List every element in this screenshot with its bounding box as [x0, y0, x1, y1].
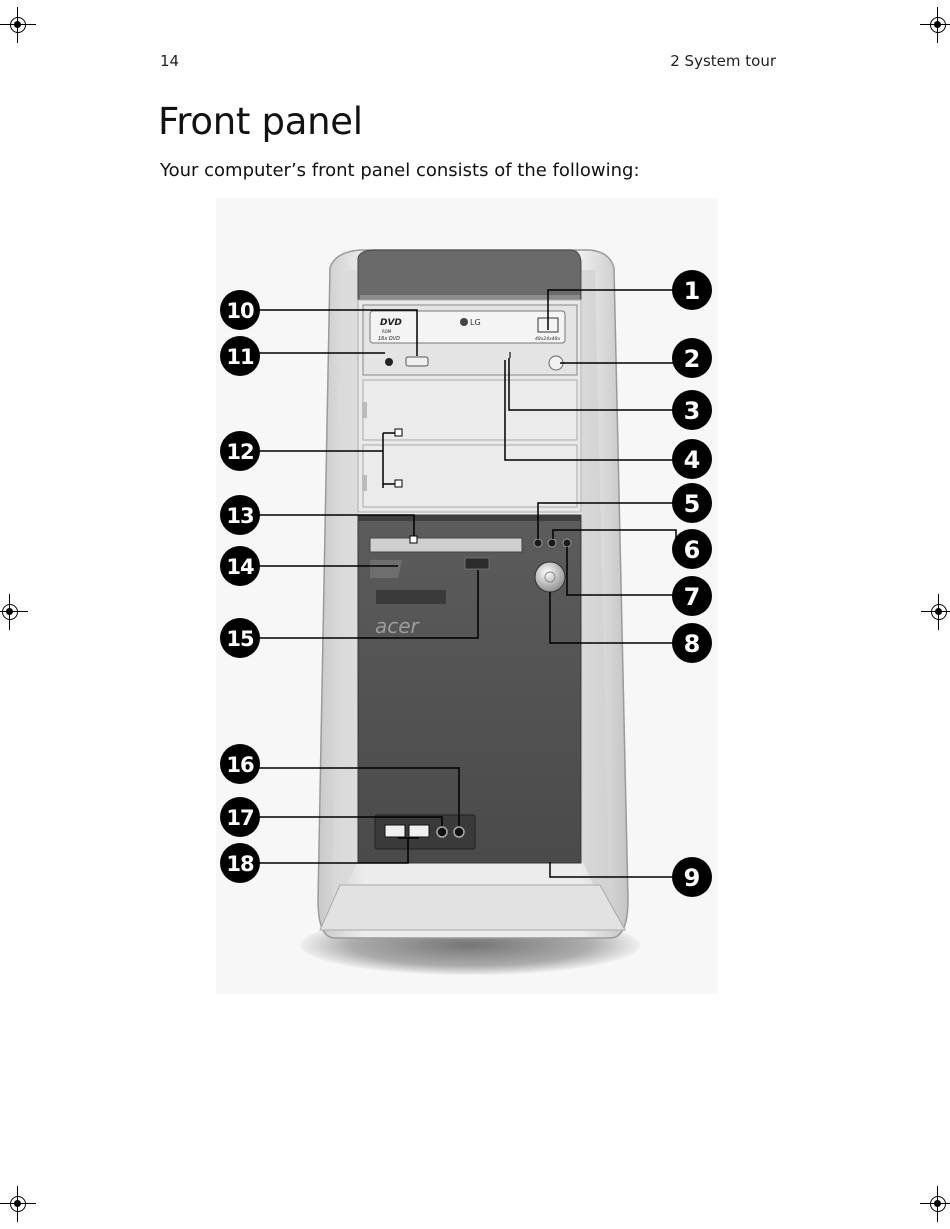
- floppy-door: [370, 560, 402, 578]
- svg-text:3: 3: [683, 397, 701, 425]
- registration-mark-top-right: [920, 7, 950, 43]
- svg-text:1: 1: [683, 277, 701, 305]
- callout-17: [220, 797, 260, 837]
- dvd-logo: DVD: [380, 318, 402, 328]
- lg-logo-icon: [460, 318, 468, 326]
- bottom-bezel: [320, 885, 625, 930]
- registration-mark-mid-left: [0, 594, 28, 630]
- usb-port[interactable]: [385, 825, 405, 837]
- callout-1: [672, 270, 712, 310]
- callout-14: [220, 546, 260, 586]
- dvd-volume-control[interactable]: [406, 357, 428, 366]
- registration-mark-top-left: [0, 7, 36, 43]
- svg-text:11: 11: [226, 345, 254, 369]
- acer-logo: acer: [375, 614, 419, 638]
- page-number: 14: [160, 52, 180, 70]
- callout-6: [672, 529, 712, 569]
- callout-5: [672, 483, 712, 523]
- callout-9: [672, 857, 712, 897]
- svg-text:10: 10: [226, 299, 254, 323]
- callout-7: [672, 576, 712, 616]
- registration-mark-bottom-left: [0, 1186, 36, 1222]
- svg-text:14: 14: [226, 555, 254, 579]
- callout-10: [220, 290, 260, 330]
- callout-11: [220, 336, 260, 376]
- callout-18: [220, 843, 260, 883]
- svg-text:7: 7: [683, 583, 701, 611]
- dvd-sub-label: ROM: [382, 329, 392, 334]
- front-panel-figure: [216, 198, 718, 994]
- svg-text:6: 6: [683, 536, 701, 564]
- callout-4: [672, 439, 712, 479]
- power-button[interactable]: [535, 562, 565, 592]
- floppy-eject-button[interactable]: [465, 558, 489, 569]
- callout-12: [220, 431, 260, 471]
- reset-button[interactable]: [563, 539, 571, 547]
- callout-8: [672, 623, 712, 663]
- dvd-busy-indicator: [509, 352, 511, 358]
- callout-15: [220, 618, 260, 658]
- svg-text:5: 5: [683, 490, 701, 518]
- callout-16: [220, 744, 260, 784]
- speaker-jack[interactable]: [454, 827, 464, 837]
- svg-text:12: 12: [226, 440, 254, 464]
- floppy-drive-slot: [370, 538, 522, 552]
- svg-text:2: 2: [683, 345, 701, 373]
- intro-text: Your computer’s front panel consists of the following:: [160, 160, 640, 181]
- led-indicator: [548, 539, 556, 547]
- microphone-jack[interactable]: [437, 827, 447, 837]
- dvd-speed-label: 16x DVD: [378, 336, 401, 342]
- svg-text:9: 9: [683, 864, 701, 892]
- page-title: Front panel: [158, 100, 363, 143]
- registration-mark-bottom-right: [920, 1186, 950, 1222]
- svg-text:4: 4: [683, 446, 701, 474]
- svg-text:18: 18: [226, 852, 254, 876]
- chapter-header: 2 System tour: [670, 52, 776, 70]
- cdrw-speed-label: 48x24x48x: [535, 337, 561, 342]
- svg-text:17: 17: [226, 806, 254, 830]
- svg-text:13: 13: [226, 504, 254, 528]
- led-indicator: [534, 539, 542, 547]
- svg-text:16: 16: [226, 753, 254, 777]
- svg-text:8: 8: [683, 630, 701, 658]
- callout-3: [672, 390, 712, 430]
- svg-text:15: 15: [226, 627, 254, 651]
- usb-port[interactable]: [409, 825, 429, 837]
- dvd-headphone-jack[interactable]: [385, 358, 393, 366]
- empty-drive-bay: [363, 445, 577, 507]
- callout-13: [220, 495, 260, 535]
- registration-mark-mid-right: [921, 594, 950, 630]
- drive-brand-label: LG: [470, 318, 481, 327]
- callout-2: [672, 338, 712, 378]
